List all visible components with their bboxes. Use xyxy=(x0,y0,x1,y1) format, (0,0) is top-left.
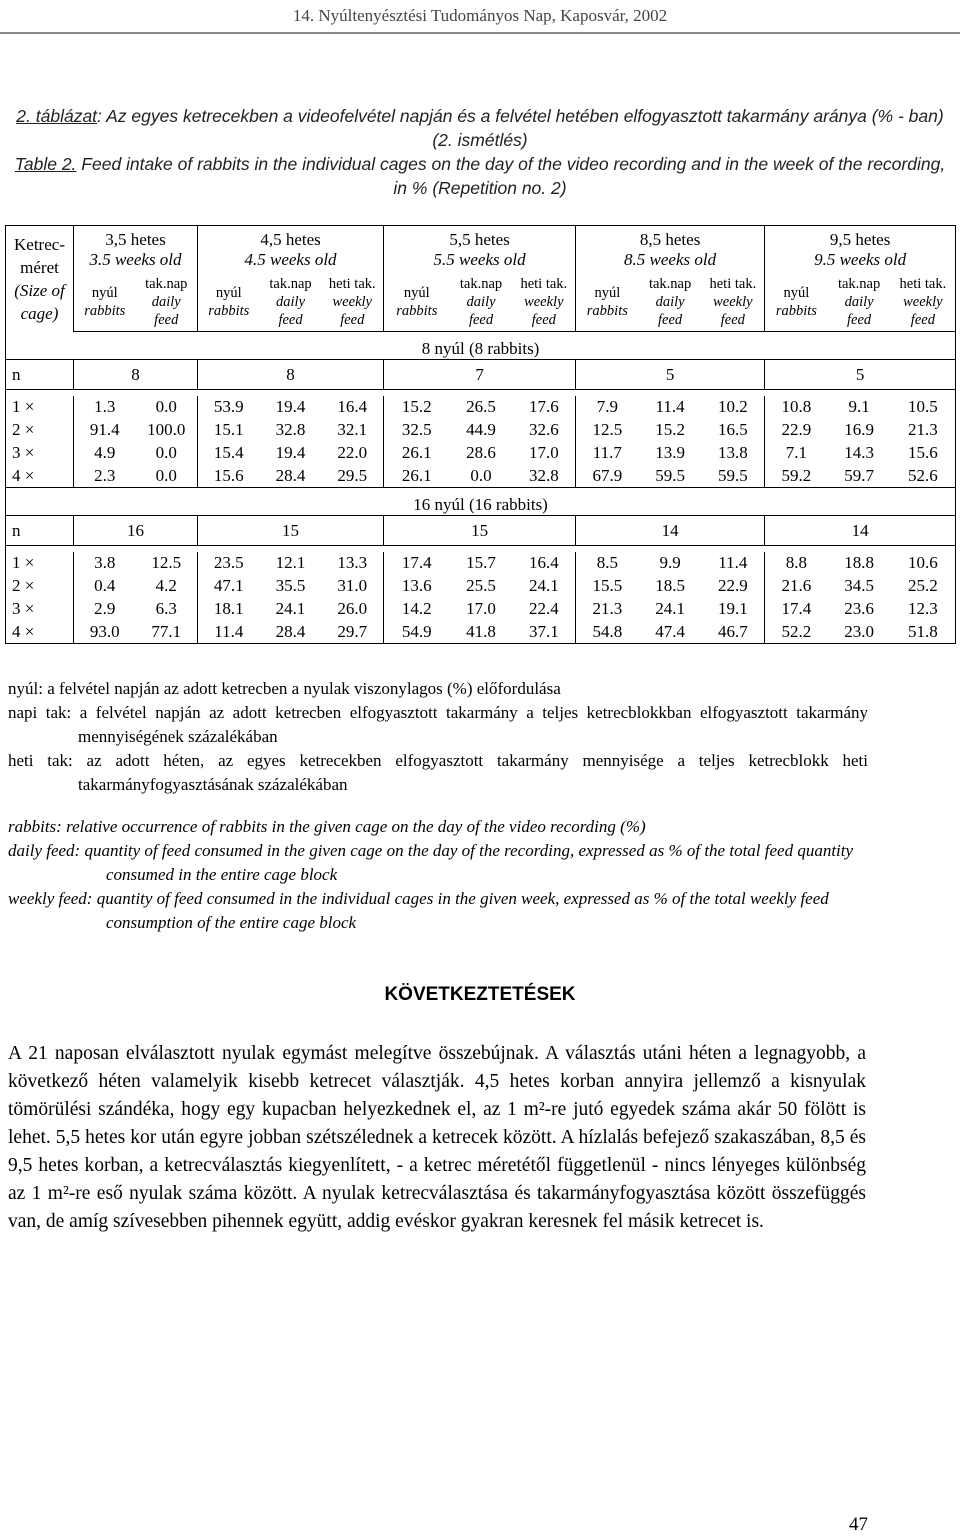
table-cell: 29.7 xyxy=(322,621,384,644)
col-header-rabbits xyxy=(198,274,260,332)
cage-size-label: 3 × xyxy=(6,598,74,621)
page-number: 47 xyxy=(849,1514,868,1535)
table-cell: 77.1 xyxy=(136,621,198,644)
table-cell: 17.0 xyxy=(466,599,496,618)
col-label-line: rabbits xyxy=(586,303,628,320)
table-cell: 37.1 xyxy=(513,621,576,644)
table-cell: 18.5 xyxy=(655,576,685,595)
col-header-weekly-feed xyxy=(702,274,765,332)
table-cell: 3.8 xyxy=(94,553,116,572)
table-cell: 12.5 xyxy=(592,420,623,439)
table-cell: 0.0 xyxy=(136,396,198,419)
table-cell: 13.9 xyxy=(655,443,685,462)
n-label: n xyxy=(6,360,74,390)
table-title-en: Feed intake of rabbits in the individual cages on the day of the video recording and in the week of the recording, in % (Repetition no. 2) xyxy=(76,154,946,198)
table-cell: 67.9 xyxy=(576,465,639,488)
age-header-5 xyxy=(765,226,956,274)
table-cell: 18.8 xyxy=(844,553,874,572)
col-label-line: tak.nap xyxy=(145,276,188,293)
table-cell: 15.5 xyxy=(592,576,623,595)
table-cell: 11.7 xyxy=(592,443,622,462)
col-header-daily-feed xyxy=(639,274,702,332)
col-label-line: feed xyxy=(720,312,745,329)
table-cell: 59.7 xyxy=(828,465,891,488)
n-value: 14 xyxy=(576,516,765,546)
col-label-line: daily xyxy=(844,294,874,311)
table-cell: 15.1 xyxy=(213,420,244,439)
note-napi-tak: napi tak: a felvétel napján az adott ketrecben elfogyasztott takarmány a teljes ketrecblokkban elfogyasztott takarmány mennyiségének százalékában xyxy=(8,703,868,746)
table-cell: 2.9 xyxy=(94,599,116,618)
note-heti-tak: heti tak: az adott héten, az egyes ketrecekben elfogyasztott takarmány mennyisége a teljes ketrecblokk heti takarmányfogyasztásának százalékában xyxy=(8,751,868,794)
age-hu: 3,5 hetes xyxy=(105,229,166,249)
age-header-3 xyxy=(384,226,576,274)
section-heading: KÖVETKEZTETÉSEK xyxy=(384,984,576,1005)
table-cell: 23.6 xyxy=(844,599,874,618)
col-header-daily-feed xyxy=(828,274,891,332)
age-header-4 xyxy=(576,226,765,274)
n-value: 5 xyxy=(576,360,765,390)
table-cell: 7.1 xyxy=(785,443,807,462)
table-cell: 11.4 xyxy=(198,621,260,644)
table-cell: 16.5 xyxy=(702,419,765,442)
table-cell: 19.4 xyxy=(275,397,306,416)
table-cell: 8.8 xyxy=(785,553,807,572)
cage-size-label: 1 × xyxy=(6,552,74,575)
col-label-line: daily xyxy=(151,294,181,311)
col-header-rabbits xyxy=(384,274,450,332)
col-label-line: rabbits xyxy=(775,303,817,320)
n-value: 15 xyxy=(198,516,384,546)
table-cell: 41.8 xyxy=(450,621,513,644)
note-nyul: nyúl: a felvétel napján az adott ketrecben a nyulak viszonylagos (%) előfordulása xyxy=(8,679,561,698)
table-cell: 53.9 xyxy=(213,397,244,416)
table-cell: 91.4 xyxy=(89,420,120,439)
table-cell: 13.8 xyxy=(702,442,765,465)
header-rule xyxy=(0,32,960,34)
table-cell: 2.3 xyxy=(74,465,136,488)
col-label-line: heti tak. xyxy=(899,276,947,293)
n-row xyxy=(6,516,956,546)
table-cell: 0.4 xyxy=(94,576,116,595)
table-cell: 59.2 xyxy=(765,465,828,488)
table-cell: 12.3 xyxy=(891,598,956,621)
n-value: 8 xyxy=(74,360,198,390)
table-cell: 10.5 xyxy=(891,396,956,419)
table-cell: 17.6 xyxy=(513,396,576,419)
table-cell: 22.0 xyxy=(322,442,384,465)
age-en: 9.5 weeks old xyxy=(814,249,907,269)
stub-header xyxy=(6,226,74,332)
table-cell: 16.4 xyxy=(513,552,576,575)
table-cell: 1.3 xyxy=(94,397,116,416)
table-cell: 0.0 xyxy=(136,465,198,488)
col-label-line: nyúl xyxy=(594,285,621,302)
table-cell: 22.9 xyxy=(702,575,765,598)
table-cell: 47.4 xyxy=(639,621,702,644)
table-cell: 52.2 xyxy=(765,621,828,644)
note-weekly-feed: weekly feed: quantity of feed consumed in the individual cages in the given week, expressed as % of the total weekly feed consumption of the entire cage block xyxy=(8,889,829,932)
table-row xyxy=(6,552,956,575)
table-cell: 100.0 xyxy=(136,419,198,442)
col-label-line: tak.nap xyxy=(269,276,312,293)
col-label-line: weekly xyxy=(713,294,753,311)
table-cell: 4.9 xyxy=(94,443,116,462)
col-label-line: feed xyxy=(154,312,179,329)
table-row xyxy=(6,442,956,465)
table-cell: 15.6 xyxy=(891,442,956,465)
col-label-line: feed xyxy=(468,312,494,329)
table-cell: 54.8 xyxy=(576,621,639,644)
table-cell: 54.9 xyxy=(384,621,450,644)
table-row xyxy=(6,598,956,621)
age-hu: 9,5 hetes xyxy=(829,229,891,249)
table-cell: 32.8 xyxy=(513,465,576,488)
n-value: 16 xyxy=(74,516,198,546)
table-cell: 4.2 xyxy=(136,575,198,598)
table-cell: 23.0 xyxy=(828,621,891,644)
table-cell: 16.9 xyxy=(844,420,874,439)
cage-size-label: 2 × xyxy=(6,575,74,598)
table-row xyxy=(6,396,956,419)
table-cell: 19.4 xyxy=(275,443,306,462)
n-value: 7 xyxy=(384,360,576,390)
age-hu: 5,5 hetes xyxy=(449,229,510,249)
n-label: n xyxy=(6,516,74,546)
stub-line-2: méret xyxy=(20,257,59,277)
table-cell: 24.1 xyxy=(513,575,576,598)
table-cell: 15.6 xyxy=(198,465,260,488)
table-cell: 26.5 xyxy=(466,397,496,416)
col-label-line: tak.nap xyxy=(837,276,881,293)
table-cell: 32.5 xyxy=(401,420,432,439)
table-cell: 14.2 xyxy=(401,599,432,618)
table-row xyxy=(6,575,956,598)
table-cell: 19.1 xyxy=(702,598,765,621)
table-title-hu: : Az egyes ketrecekben a videofelvétel napján és a felvétel hetében elfogyasztott takarmány aránya (% - ban) (2. ismétlés) xyxy=(97,106,944,150)
table-cell: 22.9 xyxy=(781,420,812,439)
table-cell: 24.1 xyxy=(275,599,306,618)
n-value: 5 xyxy=(765,360,956,390)
n-value: 8 xyxy=(198,360,384,390)
table-cell: 14.3 xyxy=(844,443,874,462)
column-label-row xyxy=(6,274,956,332)
table-cell: 10.6 xyxy=(891,552,956,575)
stub-line-1: Ketrec- xyxy=(14,234,65,254)
table-cell: 10.8 xyxy=(781,397,812,416)
section-title: 8 nyúl (8 rabbits) xyxy=(6,332,956,360)
table-cell: 12.5 xyxy=(136,552,198,575)
table-cell: 28.6 xyxy=(466,443,496,462)
table-cell: 26.0 xyxy=(322,598,384,621)
running-header: 14. Nyúltenyésztési Tudományos Nap, Kaposvár, 2002 xyxy=(292,6,668,25)
col-label-line: weekly xyxy=(524,294,564,311)
table-cell: 0.0 xyxy=(450,465,513,488)
section-title-row xyxy=(6,332,956,360)
col-label-line: feed xyxy=(910,312,935,329)
table-label-hu: 2. táblázat xyxy=(16,106,98,126)
table-caption-hu xyxy=(8,104,952,152)
cage-size-label: 4 × xyxy=(6,621,74,644)
table-cell: 25.2 xyxy=(891,575,956,598)
col-label-line: nyúl xyxy=(91,285,118,302)
cage-size-label: 1 × xyxy=(6,396,74,419)
table-cell: 0.0 xyxy=(136,442,198,465)
col-label-line: heti tak. xyxy=(520,276,568,293)
table-cell: 47.1 xyxy=(213,576,244,595)
col-label-line: nyúl xyxy=(783,285,810,302)
table-cell: 17.4 xyxy=(781,599,812,618)
age-en: 4.5 weeks old xyxy=(244,249,337,269)
table-cell: 59.5 xyxy=(639,465,702,488)
section-title-row xyxy=(6,488,956,516)
table-cell: 10.2 xyxy=(702,396,765,419)
table-label-en: Table 2. xyxy=(14,154,77,174)
table-row xyxy=(6,621,956,644)
stub-line-4: cage) xyxy=(20,303,59,323)
col-label-line: feed xyxy=(340,312,365,329)
cage-size-label: 4 × xyxy=(6,465,74,488)
table-cell: 21.3 xyxy=(592,599,623,618)
age-header-1 xyxy=(74,226,198,274)
table-cell: 24.1 xyxy=(655,599,685,618)
table-cell: 15.4 xyxy=(213,443,244,462)
table-cell: 44.9 xyxy=(466,420,496,439)
table-cell: 21.6 xyxy=(781,576,812,595)
col-header-rabbits xyxy=(576,274,639,332)
col-label-line: rabbits xyxy=(84,303,126,320)
table-cell: 15.2 xyxy=(401,397,432,416)
col-label-line: feed xyxy=(658,312,683,329)
table-cell: 23.5 xyxy=(213,553,244,572)
age-en: 5.5 weeks old xyxy=(433,249,526,269)
table-cell: 29.5 xyxy=(322,465,384,488)
stub-line-3: (Size of xyxy=(14,280,65,300)
table-cell: 17.4 xyxy=(401,553,432,572)
col-header-daily-feed xyxy=(450,274,513,332)
col-label-line: rabbits xyxy=(208,303,250,320)
n-row xyxy=(6,360,956,390)
col-label-line: heti tak. xyxy=(328,276,376,293)
col-label-line: heti tak. xyxy=(709,276,757,293)
conclusion-paragraph: A 21 naposan elválasztott nyulak egymást melegítve összebújnak. A választás utáni héten a legnagyobb, a következő héten valamelyik kisebb ketrecet választják. 4,5 hetes korban annyira jellemző a kisnyulak tömörülési szándéka, hogy egy kupacban helyezkednek el, az 1 m²-re jutó egyedek száma akár 50 fölött is lehet. 5,5 hetes kor után egyre jobban szétszélednek a ketrecek között. A hízlalás befejező szakaszában, 8,5 és 9,5 hetes korban, a ketrecválasztás kiegyenlített, - a ketrec méretétől függetlenül - nincs lényeges különbség az 1 m²-re eső nyulak száma között. A nyulak ketrecválasztása és takarmányfogyasztása között összefüggés van, de amíg szívesebben pihennek együtt, addig evéskor gyakran keresnek fel másik ketrecet is. xyxy=(8,1043,866,1232)
col-header-weekly-feed xyxy=(513,274,576,332)
table-cell: 34.5 xyxy=(844,576,874,595)
col-label-line: nyúl xyxy=(403,285,430,302)
table-cell: 35.5 xyxy=(275,576,306,595)
table-cell: 6.3 xyxy=(136,598,198,621)
n-value: 15 xyxy=(384,516,576,546)
table-cell: 31.0 xyxy=(322,575,384,598)
col-header-weekly-feed xyxy=(322,274,384,332)
table-cell: 51.8 xyxy=(891,621,956,644)
col-label-line: weekly xyxy=(903,294,943,311)
table-cell: 15.2 xyxy=(655,420,685,439)
table-cell: 26.1 xyxy=(384,465,450,488)
col-label-line: rabbits xyxy=(396,303,438,320)
table-cell: 21.3 xyxy=(891,419,956,442)
age-en: 8.5 weeks old xyxy=(624,249,717,269)
table-cell: 9.1 xyxy=(848,397,870,416)
table-cell: 22.4 xyxy=(513,598,576,621)
col-label-line: daily xyxy=(276,294,306,311)
col-label-line: nyúl xyxy=(215,285,242,302)
table-cell: 17.0 xyxy=(513,442,576,465)
age-header-2 xyxy=(198,226,384,274)
col-label-line: daily xyxy=(655,294,685,311)
col-header-weekly-feed xyxy=(891,274,956,332)
notes-en xyxy=(8,815,868,935)
notes-hu xyxy=(8,677,868,797)
table-row xyxy=(6,419,956,442)
note-daily-feed: daily feed: quantity of feed consumed in the given cage on the day of the recording, expressed as % of the total feed quantity consumed in the entire cage block xyxy=(8,841,854,884)
table-cell: 7.9 xyxy=(596,397,618,416)
table-cell: 8.5 xyxy=(596,553,618,572)
table-caption-en xyxy=(8,152,952,200)
col-label-line: tak.nap xyxy=(459,276,503,293)
note-rabbits: rabbits: relative occurrence of rabbits in the given cage on the day of the video recording (%) xyxy=(8,817,646,836)
age-en: 3.5 weeks old xyxy=(89,249,182,269)
age-hu: 4,5 hetes xyxy=(260,229,321,249)
table-cell: 32.6 xyxy=(513,419,576,442)
table-cell: 13.3 xyxy=(322,552,384,575)
col-label-line: tak.nap xyxy=(648,276,692,293)
table-cell: 26.1 xyxy=(401,443,432,462)
table-cell: 12.1 xyxy=(275,553,306,572)
col-header-rabbits xyxy=(765,274,828,332)
table-cell: 32.8 xyxy=(275,420,306,439)
n-value: 14 xyxy=(765,516,956,546)
table-row xyxy=(6,465,956,488)
table-cell: 32.1 xyxy=(322,419,384,442)
feed-intake-table xyxy=(5,225,956,644)
table-cell: 46.7 xyxy=(702,621,765,644)
table-cell: 52.6 xyxy=(891,465,956,488)
table-cell: 11.4 xyxy=(655,397,685,416)
col-label-line: weekly xyxy=(332,294,372,311)
table-cell: 28.4 xyxy=(260,621,322,644)
age-hu: 8,5 hetes xyxy=(639,229,701,249)
col-label-line: feed xyxy=(278,312,303,329)
col-header-daily-feed xyxy=(136,274,198,332)
col-label-line: feed xyxy=(847,312,872,329)
section-title: 16 nyúl (16 rabbits) xyxy=(6,488,956,516)
table-cell: 93.0 xyxy=(74,621,136,644)
table-cell: 16.4 xyxy=(322,396,384,419)
col-label-line: daily xyxy=(466,294,496,311)
table-cell: 15.7 xyxy=(466,553,496,572)
table-cell: 25.5 xyxy=(466,576,496,595)
table-cell: 59.5 xyxy=(702,465,765,488)
cage-size-label: 3 × xyxy=(6,442,74,465)
table-cell: 11.4 xyxy=(702,552,765,575)
table-cell: 18.1 xyxy=(213,599,244,618)
col-label-line: feed xyxy=(531,312,556,329)
table-cell: 13.6 xyxy=(401,576,432,595)
col-header-daily-feed xyxy=(260,274,322,332)
cage-size-label: 2 × xyxy=(6,419,74,442)
col-header-rabbits xyxy=(74,274,136,332)
table-cell: 28.4 xyxy=(260,465,322,488)
table-cell: 9.9 xyxy=(659,553,681,572)
